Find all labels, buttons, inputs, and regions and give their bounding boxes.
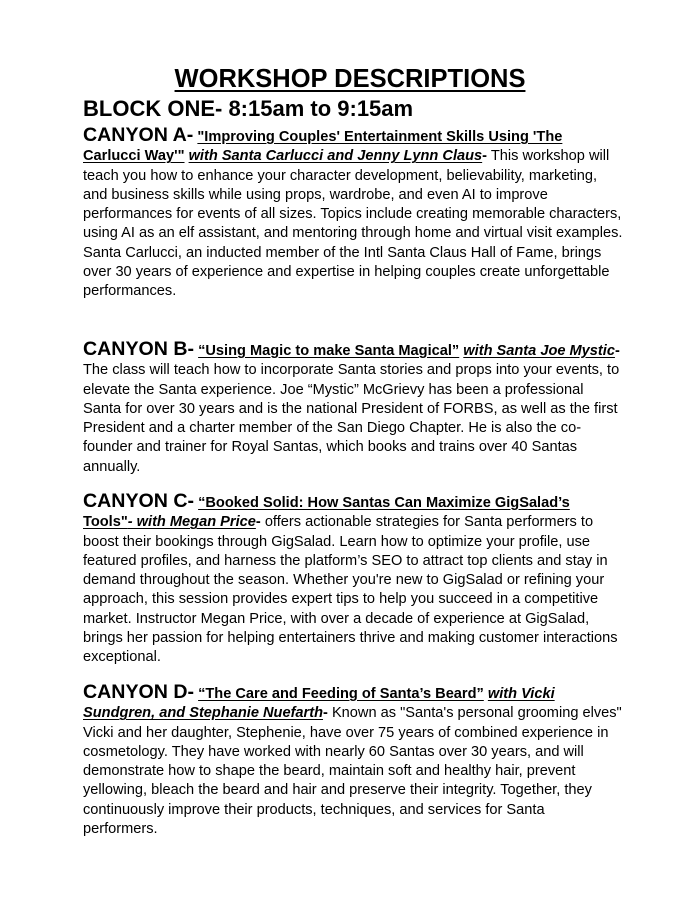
canyon-label: CANYON A-: [83, 124, 194, 146]
document-title: WORKSHOP DESCRIPTIONS: [174, 65, 526, 93]
session-canyon-c: [83, 492, 623, 668]
session-canyon-b: [83, 340, 623, 477]
session-description: This workshop will teach you how to enhance your character development, believability, marketing, and business skills while using props, wardrobe, and even AI to improve performances for events of all sizes. Topics include creating memorable characters, using AI as an elf assistant, and mentoring through home and virtual visit examples. Santa Carlucci, an inducted member of the Intl Santa Claus Hall of Fame, brings over 30 years of experience and expertise in helping couples create unforgettable performances.: [83, 148, 623, 300]
separator-dash: -: [614, 343, 620, 359]
session-description: Known as "Santa's personal grooming elves" Vicki and her daughter, Stephenie, have over 75 years of combined experience in cosmetology. They have worked with nearly 60 Santas over 30 years, and will demonstrate how to shape the beard, maintain soft and healthy hair, prevent yellowing, bleach the beard and hair and preserve their integrity. Together, they continuously improve their products, techniques, and services for Santa performers.: [83, 705, 622, 838]
session-title: "Improving Couples' Entertainment Skills Using 'The Carlucci Way'": [83, 129, 563, 165]
session-title: “Booked Solid: How Santas Can Maximize GigSalad’s Tools": [83, 495, 570, 531]
canyon-label: CANYON B-: [83, 338, 195, 360]
session-presenter: with Vicki Sundgren, and Stephanie Nuefarth: [83, 686, 555, 722]
session-canyon-d: [83, 683, 623, 839]
block-heading: BLOCK ONE- 8:15am to 9:15am: [83, 96, 414, 121]
session-canyon-a: [83, 126, 623, 302]
session-description: offers actionable strategies for Santa performers to boost their bookings through GigSalad. Learn how to optimize your profile, use featured profiles, and harness the platform’s SEO to attract top clients and stay in demand throughout the season. Whether you're new to GigSalad or refining your approach, this session provides expert tips to help you succeed in a competitive market. Instructor Megan Price, with over a decade of experience at GigSalad, brings her passion for helping entertainers thrive and making customer interactions exceptional.: [83, 514, 618, 666]
session-presenter: with Santa Carlucci and Jenny Lynn Claus: [188, 148, 483, 165]
session-title: “The Care and Feeding of Santa’s Beard”: [198, 686, 484, 702]
session-presenter: with Santa Joe Mystic: [463, 343, 615, 359]
separator-dash: -: [482, 148, 488, 165]
canyon-label: CANYON C-: [83, 490, 195, 512]
separator-dash: -: [255, 514, 261, 531]
session-description: The class will teach how to incorporate Santa stories and props into your events, to elevate the Santa experience. Joe “Mystic” McGrievy has been a professional Santa for over 30 years and is the national President of FORBS, as well as the first President and a charter member of the San Diego Chapter. He is also the co-founder and trainer for Royal Santas, which books and trains over 40 Santas annually.: [83, 362, 620, 475]
canyon-label: CANYON D-: [83, 681, 195, 703]
session-title: “Using Magic to make Santa Magical”: [198, 343, 460, 359]
separator-dash: -: [323, 705, 328, 722]
session-presenter: - with Megan Price: [127, 514, 256, 531]
